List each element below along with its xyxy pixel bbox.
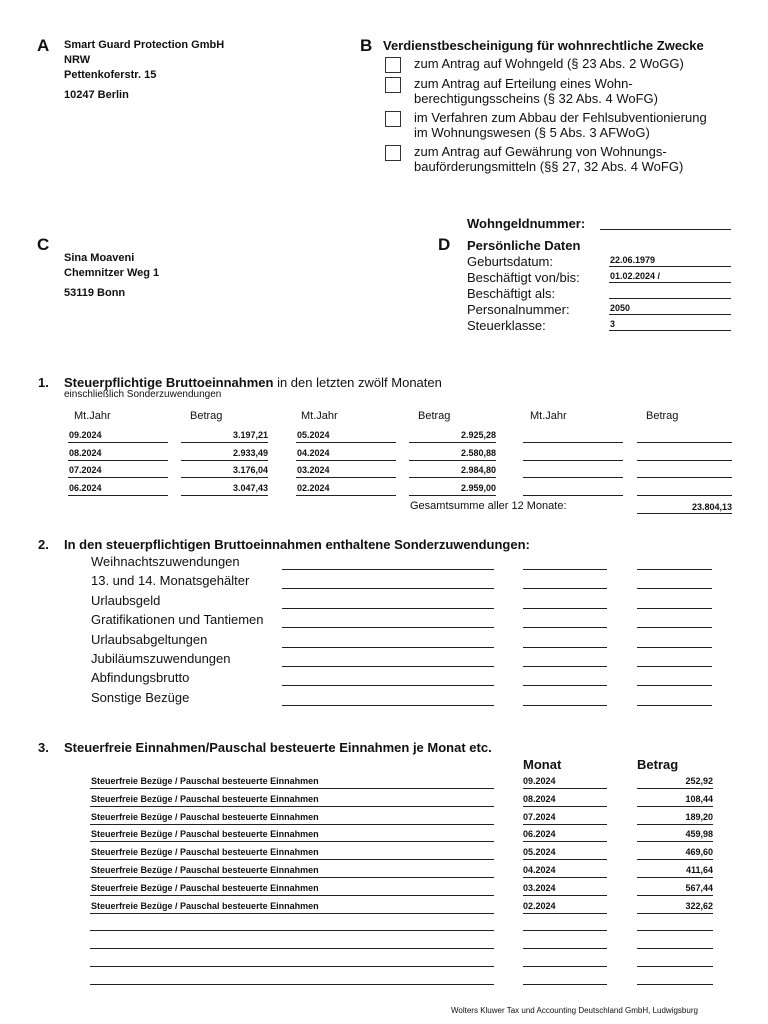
income-amount-line[interactable] [637,442,732,443]
income-amount: 2.984,80 [460,465,496,475]
purpose-checkbox[interactable] [385,145,401,161]
taxfree-row-month-line[interactable] [523,913,607,914]
purpose-checkbox[interactable] [385,57,401,73]
special-payment-label: Weihnachtszuwendungen [91,554,240,569]
taxfree-row-amount-line[interactable] [637,806,713,807]
special-payment-amount[interactable] [637,569,712,570]
employer-name: Smart Guard Protection GmbH [64,39,225,51]
income-amount: 2.933,49 [232,448,268,458]
special-payment-label: Gratifikationen und Tantiemen [91,612,264,628]
personal-field-value[interactable]: 3 [610,319,616,329]
section-2-title: In den steuerpflichtigen Bruttoeinnahmen enthaltene Sonderzuwendungen: [64,537,530,552]
taxfree-row-desc-line[interactable] [90,895,494,896]
wohngeld-number-field[interactable] [600,229,731,230]
section-1-number: 1. [38,375,49,390]
special-payment-field[interactable] [282,627,494,628]
special-payment-amount[interactable] [637,647,712,648]
taxfree-row-desc-line[interactable] [90,788,494,789]
income-amount-line[interactable] [181,495,268,496]
taxfree-row-month: 03.2024 [523,882,556,893]
taxfree-row-month-line[interactable] [523,948,607,949]
taxfree-row-amount: 322,62 [685,900,713,911]
income-month-line[interactable] [523,495,623,496]
purpose-option-line1: zum Antrag auf Gewährung von Wohnungs- [414,144,667,159]
section-b-letter: B [360,36,373,55]
income-amount: 3.197,21 [232,430,268,440]
special-payment-month[interactable] [523,685,607,686]
taxfree-row-amount: 189,20 [685,811,713,822]
section-1-subtitle: einschließlich Sonderzuwendungen [64,389,222,400]
taxfree-row-amount-line[interactable] [637,877,713,878]
income-month-line[interactable] [68,442,168,443]
income-header-month: Mt.Jahr [301,410,338,422]
taxfree-row-amount: 252,92 [685,776,713,786]
taxfree-row-description: Steuerfreie Bezüge / Pauschal besteuerte Einnahmen [91,865,319,875]
special-payment-month[interactable] [523,569,607,570]
income-amount-line[interactable] [181,477,268,478]
income-amount: 2.959,00 [460,483,496,493]
taxfree-row-desc-line[interactable] [90,841,494,842]
taxfree-row-amount: 108,44 [685,793,713,804]
special-payment-month[interactable] [523,588,607,589]
special-payment-label: Jubiläumszuwendungen [91,651,231,666]
purpose-option-line1: im Verfahren zum Abbau der Fehlsubventionierung [414,110,707,125]
taxfree-row-amount: 411,64 [685,865,713,875]
taxfree-row-amount-line[interactable] [637,895,713,896]
taxfree-row-desc-line[interactable] [90,913,494,914]
taxfree-row-desc-line[interactable] [90,966,494,967]
taxfree-row-month: 04.2024 [523,865,556,875]
taxfree-row-desc-line[interactable] [90,877,494,878]
taxfree-row-amount: 469,60 [685,847,713,858]
income-month-line[interactable] [296,495,396,496]
personal-field-line [609,314,731,315]
income-month: 05.2024 [297,430,330,440]
income-month-line[interactable] [523,460,623,461]
special-payment-amount[interactable] [637,666,712,667]
employee-street: Chemnitzer Weg 1 [64,267,160,279]
taxfree-row-month-line[interactable] [523,877,607,878]
income-header-amount: Betrag [190,410,223,422]
purpose-checkbox[interactable] [385,77,401,93]
taxfree-row-description: Steuerfreie Bezüge / Pauschal besteuerte Einnahmen [91,776,319,786]
employer-street: Pettenkoferstr. 15 [64,69,157,81]
personal-field-label: Beschäftigt von/bis: [467,270,580,285]
income-header-amount: Betrag [418,410,451,422]
income-header-month: Mt.Jahr [530,410,567,422]
taxfree-row-description: Steuerfreie Bezüge / Pauschal besteuerte Einnahmen [91,811,319,822]
taxfree-row-description: Steuerfreie Bezüge / Pauschal besteuerte Einnahmen [91,793,319,804]
personal-field-value[interactable]: 22.06.1979 [610,255,656,265]
taxfree-row-month-line[interactable] [523,859,607,860]
income-amount: 3.176,04 [232,465,268,475]
purpose-option-line2: bauförderungsmitteln (§§ 27, 32 Abs. 4 WoFG) [414,159,684,174]
section-3-number: 3. [38,740,49,755]
special-payment-field[interactable] [282,588,494,589]
taxfree-row-month-line[interactable] [523,824,607,825]
income-month: 08.2024 [69,448,102,458]
employee-name: Sina Moaveni [64,252,135,264]
section-2-number: 2. [38,537,49,552]
taxfree-row-month-line[interactable] [523,788,607,789]
special-payment-label: Urlaubsabgeltungen [91,631,208,647]
employer-city: 10247 Berlin [64,89,129,101]
section-3-header-amount: Betrag [637,757,679,772]
personal-field-label: Geburtsdatum: [467,254,553,269]
income-amount-line[interactable] [181,460,268,461]
taxfree-row-month-line[interactable] [523,841,607,842]
special-payment-field[interactable] [282,685,494,686]
special-payment-month[interactable] [523,608,607,609]
section-a-letter: A [37,36,50,55]
special-payment-amount[interactable] [637,685,712,686]
income-month: 09.2024 [69,430,102,440]
taxfree-row-month-line[interactable] [523,895,607,896]
taxfree-row-description: Steuerfreie Bezüge / Pauschal besteuerte Einnahmen [91,847,319,858]
taxfree-row-month: 09.2024 [523,776,556,786]
taxfree-row-description: Steuerfreie Bezüge / Pauschal besteuerte Einnahmen [91,900,319,911]
personal-field-line [609,266,731,267]
taxfree-row-amount-line[interactable] [637,984,713,985]
taxfree-row-month: 07.2024 [523,811,556,822]
special-payment-amount[interactable] [637,608,712,609]
income-month: 03.2024 [297,465,330,475]
personal-data-title: Persönliche Daten [467,238,581,253]
special-payment-field[interactable] [282,666,494,667]
taxfree-row-month: 06.2024 [523,829,556,840]
taxfree-row-month-line[interactable] [523,966,607,967]
taxfree-row-desc-line[interactable] [90,984,494,985]
taxfree-row-desc-line[interactable] [90,948,494,949]
special-payment-field[interactable] [282,569,494,570]
taxfree-row-description: Steuerfreie Bezüge / Pauschal besteuerte Einnahmen [91,829,319,840]
total-value-line [637,513,732,514]
income-header-month: Mt.Jahr [74,410,111,422]
taxfree-row-month: 02.2024 [523,900,556,911]
income-amount-line[interactable] [637,495,732,496]
income-month: 04.2024 [297,448,330,458]
employer-address [64,38,224,103]
section-d-letter: D [438,235,451,254]
income-month-line[interactable] [68,460,168,461]
taxfree-row-month-line[interactable] [523,984,607,985]
personal-field-value[interactable]: 2050 [610,303,631,313]
taxfree-row-month-line[interactable] [523,930,607,931]
total-value: 23.804,13 [691,502,732,512]
purpose-option-line2: berechtigungsscheins (§ 32 Abs. 4 WoFG) [414,91,658,106]
income-amount: 2.580,88 [460,448,496,458]
personal-field-label: Personalnummer: [467,302,570,317]
income-amount-line[interactable] [409,495,496,496]
taxfree-row-desc-line[interactable] [90,824,494,825]
taxfree-row-amount-line[interactable] [637,859,713,860]
section-b-title: Verdienstbescheinigung für wohnrechtliche Zwecke [383,38,704,53]
purpose-option-line1: zum Antrag auf Wohngeld (§ 23 Abs. 2 WoGG) [414,56,684,71]
income-amount: 3.047,43 [232,483,268,493]
taxfree-row-description: Steuerfreie Bezüge / Pauschal besteuerte Einnahmen [91,882,319,893]
purpose-option-line1: zum Antrag auf Erteilung eines Wohn- [414,76,633,91]
income-month-line[interactable] [68,495,168,496]
income-header-amount: Betrag [646,410,679,422]
purpose-checkbox[interactable] [385,111,401,127]
income-month-line[interactable] [68,477,168,478]
taxfree-row-amount-line[interactable] [637,913,713,914]
taxfree-row-amount-line[interactable] [637,824,713,825]
income-amount-line[interactable] [181,442,268,443]
income-month: 07.2024 [69,465,102,475]
taxfree-row-amount-line[interactable] [637,948,713,949]
section-3-title: Steuerfreie Einnahmen/Pauschal besteuerte Einnahmen je Monat etc. [64,740,492,755]
section-3-header-month: Monat [523,757,562,772]
taxfree-row-amount: 459,98 [685,829,713,840]
special-payment-label: Abfindungsbrutto [91,670,190,686]
special-payment-label: Sonstige Bezüge [91,689,190,705]
special-payment-field[interactable] [282,647,494,648]
total-label: Gesamtsumme aller 12 Monate: [410,500,567,512]
employer-region: NRW [64,54,91,66]
personal-field-line [609,282,731,283]
taxfree-row-month: 05.2024 [523,847,556,858]
income-month-line[interactable] [296,442,396,443]
special-payment-amount[interactable] [637,588,712,589]
income-month-line[interactable] [523,477,623,478]
special-payment-month[interactable] [523,647,607,648]
employee-address [64,251,159,301]
special-payment-field[interactable] [282,705,494,706]
employee-city: 53119 Bonn [64,287,126,299]
special-payment-field[interactable] [282,608,494,609]
section-1-title [64,375,442,390]
special-payment-month[interactable] [523,705,607,706]
personal-field-line [609,298,731,299]
income-amount-line[interactable] [409,460,496,461]
special-payment-amount[interactable] [637,627,712,628]
section-c-letter: C [37,235,50,254]
section-1-title-bold: Steuerpflichtige Bruttoeinnahmen [64,375,274,390]
income-amount: 2.925,28 [460,430,496,440]
taxfree-row-amount: 567,44 [685,882,713,893]
income-amount-line[interactable] [409,442,496,443]
personal-field-label: Beschäftigt als: [467,286,556,301]
income-month-line[interactable] [296,477,396,478]
taxfree-row-amount-line[interactable] [637,930,713,931]
section-1-title-rest: in den letzten zwölf Monaten [273,375,442,390]
income-amount-line[interactable] [637,460,732,461]
personal-field-line [609,330,731,331]
personal-field-value[interactable]: 01.02.2024 / [610,271,661,281]
taxfree-row-desc-line[interactable] [90,806,494,807]
wohngeld-number-label: Wohngeldnummer: [467,216,586,231]
income-amount-line[interactable] [637,477,732,478]
purpose-option-line2: im Wohnungswesen (§ 5 Abs. 3 AFWoG) [414,125,650,140]
income-month-line[interactable] [296,460,396,461]
taxfree-row-month: 08.2024 [523,793,556,804]
taxfree-row-amount-line[interactable] [637,841,713,842]
special-payment-month[interactable] [523,666,607,667]
taxfree-row-amount-line[interactable] [637,788,713,789]
special-payment-amount[interactable] [637,705,712,706]
special-payment-month[interactable] [523,627,607,628]
taxfree-row-desc-line[interactable] [90,859,494,860]
footer-publisher: Wolters Kluwer Tax und Accounting Deutschland GmbH, Ludwigsburg [451,1006,698,1015]
taxfree-row-amount-line[interactable] [637,966,713,967]
taxfree-row-desc-line[interactable] [90,930,494,931]
taxfree-row-month-line[interactable] [523,806,607,807]
special-payment-label: Urlaubsgeld [91,592,161,608]
income-amount-line[interactable] [409,477,496,478]
personal-field-label: Steuerklasse: [467,318,546,333]
income-month-line[interactable] [523,442,623,443]
income-month: 06.2024 [69,483,102,493]
special-payment-label: 13. und 14. Monatsgehälter [91,573,250,589]
income-month: 02.2024 [297,483,330,493]
